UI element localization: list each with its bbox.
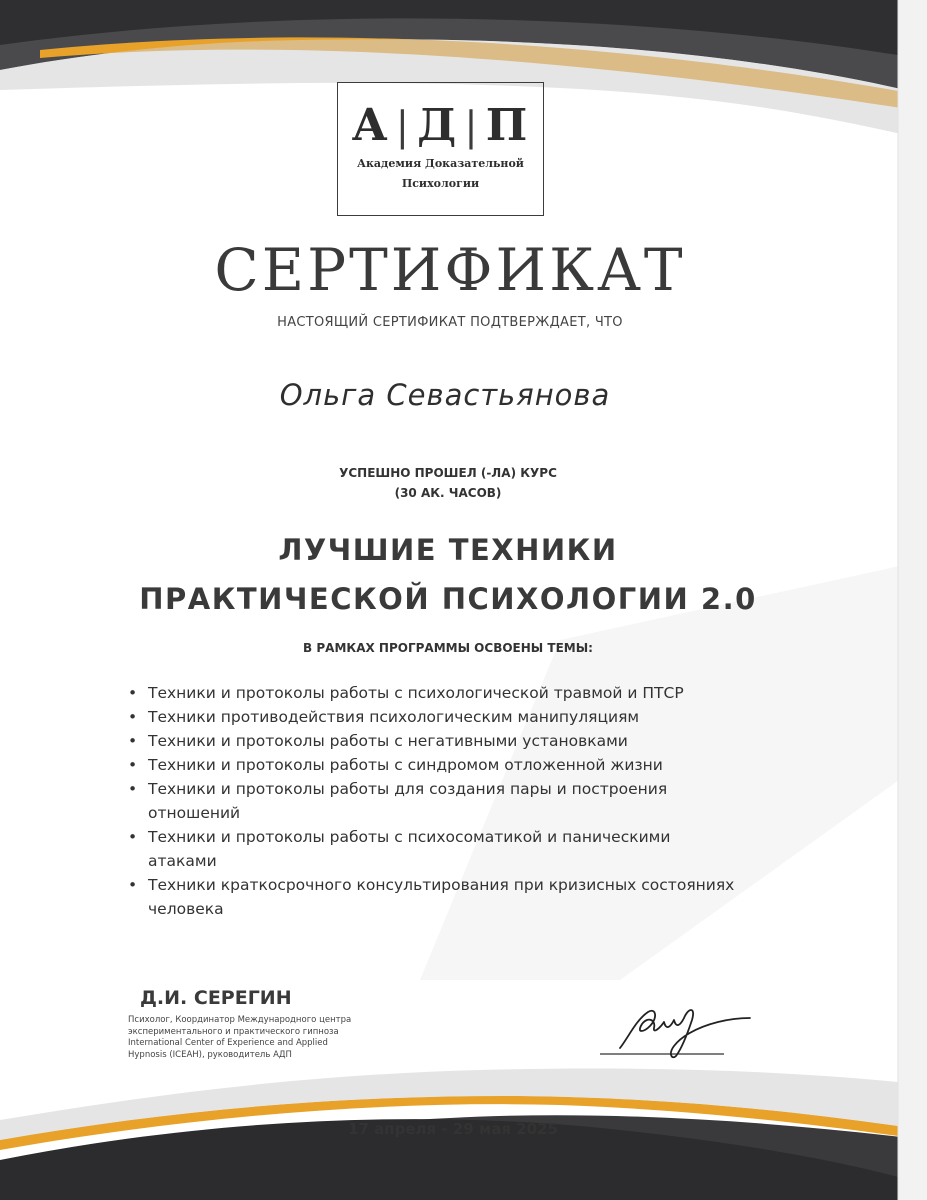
topic-item: • Техники и протоколы работы с негативными установками [128,729,788,753]
course-dates: 17 апреля - 29 мая 2025 [348,1120,558,1138]
topic-item: • Техники и протоколы работы для создания пары и построения отношений [128,777,708,825]
course-title-line1: ЛУЧШИЕ ТЕХНИКИ [278,533,618,567]
topic-item: • Техники и протоколы работы с психологической травмой и ПТСР [128,681,788,705]
topic-item: • Техники и протоколы работы с синдромом отложенной жизни [128,753,788,777]
course-title [0,526,896,624]
topic-item: • Техники краткосрочного консультирования при кризисных состояниях человека [128,873,798,921]
recipient-name: Ольга Севастьянова [279,378,611,412]
logo-letter-d: Д [417,100,459,151]
signature-image [598,998,758,1062]
certificate-title: СЕРТИФИКАТ [214,236,686,304]
certificate-subtitle: НАСТОЯЩИЙ СЕРТИФИКАТ ПОДТВЕРЖДАЕТ, ЧТО [277,315,623,330]
academy-logo [337,82,544,216]
topics-heading: В РАМКАХ ПРОГРАММЫ ОСВОЕНЫ ТЕМЫ: [303,641,593,655]
logo-letters [338,101,543,152]
logo-separator: | [395,104,412,150]
topics-list [128,681,788,921]
logo-separator: | [464,104,480,150]
hours-line: (30 АК. ЧАСОВ) [394,486,502,500]
topic-item: • Техники противодействия психологическим манипуляциям [128,705,788,729]
logo-letter-a: А [351,100,390,151]
logo-letter-p: П [485,100,530,151]
completed-line: УСПЕШНО ПРОШЕЛ (-ЛА) КУРС [339,466,557,480]
logo-org-name-line2: Психологии [401,177,480,190]
signer-description: Психолог, Координатор Международного центра экспериментального и практического гипноза International Center of Experience and Applied Hypnosis (ICEAH), руководитель АДП [128,1015,352,1060]
logo-org-name-line1: Академия Доказательной [357,157,524,170]
signer-name: Д.И. СЕРЕГИН [140,987,292,1009]
course-title-line2: ПРАКТИЧЕСКОЙ ПСИХОЛОГИИ 2.0 [139,582,757,616]
topic-item: • Техники и протоколы работы с психосоматикой и паническими атаками [128,825,723,873]
